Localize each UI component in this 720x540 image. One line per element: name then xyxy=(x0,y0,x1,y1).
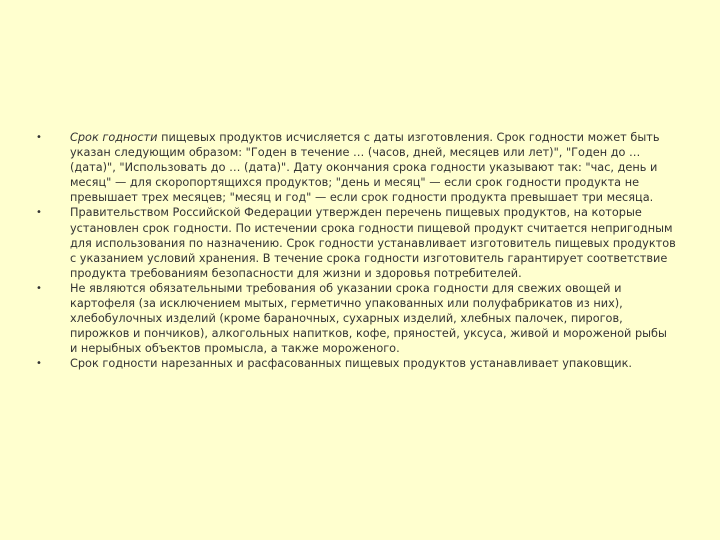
bullet-icon: • xyxy=(36,132,42,143)
term-italic: Срок годности xyxy=(70,131,158,144)
list-item xyxy=(36,356,676,371)
bullet-icon: • xyxy=(36,282,42,294)
bullet-icon: • xyxy=(36,358,42,370)
bullet-icon: • xyxy=(36,207,42,219)
list-item xyxy=(36,205,676,280)
bullet-list xyxy=(36,130,676,372)
paragraph-text: пищевых продуктов исчисляется с даты изготовления. Срок годности может быть указан следующим образом: "Годен в течение … (часов, дней, месяцев или лет)", "Годен до … (дата)", "Использовать до … (дата)". Дату окончания срока годности указывают так: "час, день и месяц" — для скоропортящихся продуктов; "день и месяц" — если срок годности продукта не превышает трех месяцев; "месяц и год" — если срок годности продукта превышает три месяца. xyxy=(70,131,660,205)
list-item xyxy=(36,130,676,205)
paragraph-text: Срок годности нарезанных и расфасованных пищевых продуктов устанавливает упаковщик. xyxy=(70,357,632,371)
paragraph-text: Не являются обязательными требования об указании срока годности для свежих овощей и картофеля (за исключением мытых, герметично упакованных или полуфабрикатов из них), хлебобулочных изделий (кроме бараночных, сухарных изделий, хлебных палочек, пирогов, пирожков и пончиков), алкогольных напитков, кофе, пряностей, уксуса, живой и мороженой рыбы и нерыбных объектов промысла, а также мороженого. xyxy=(70,281,667,356)
list-item xyxy=(36,281,676,356)
paragraph-text: Правительством Российской Федерации утвержден перечень пищевых продуктов, на которые установлен срок годности. По истечении срока годности пищевой продукт считается непригодным для использования по назначению. Срок годности устанавливает изготовитель пищевых продуктов с указанием условий хранения. В течение срока годности изготовитель гарантирует соответствие продукта требованиям безопасности для жизни и здоровья потребителей. xyxy=(70,206,676,280)
